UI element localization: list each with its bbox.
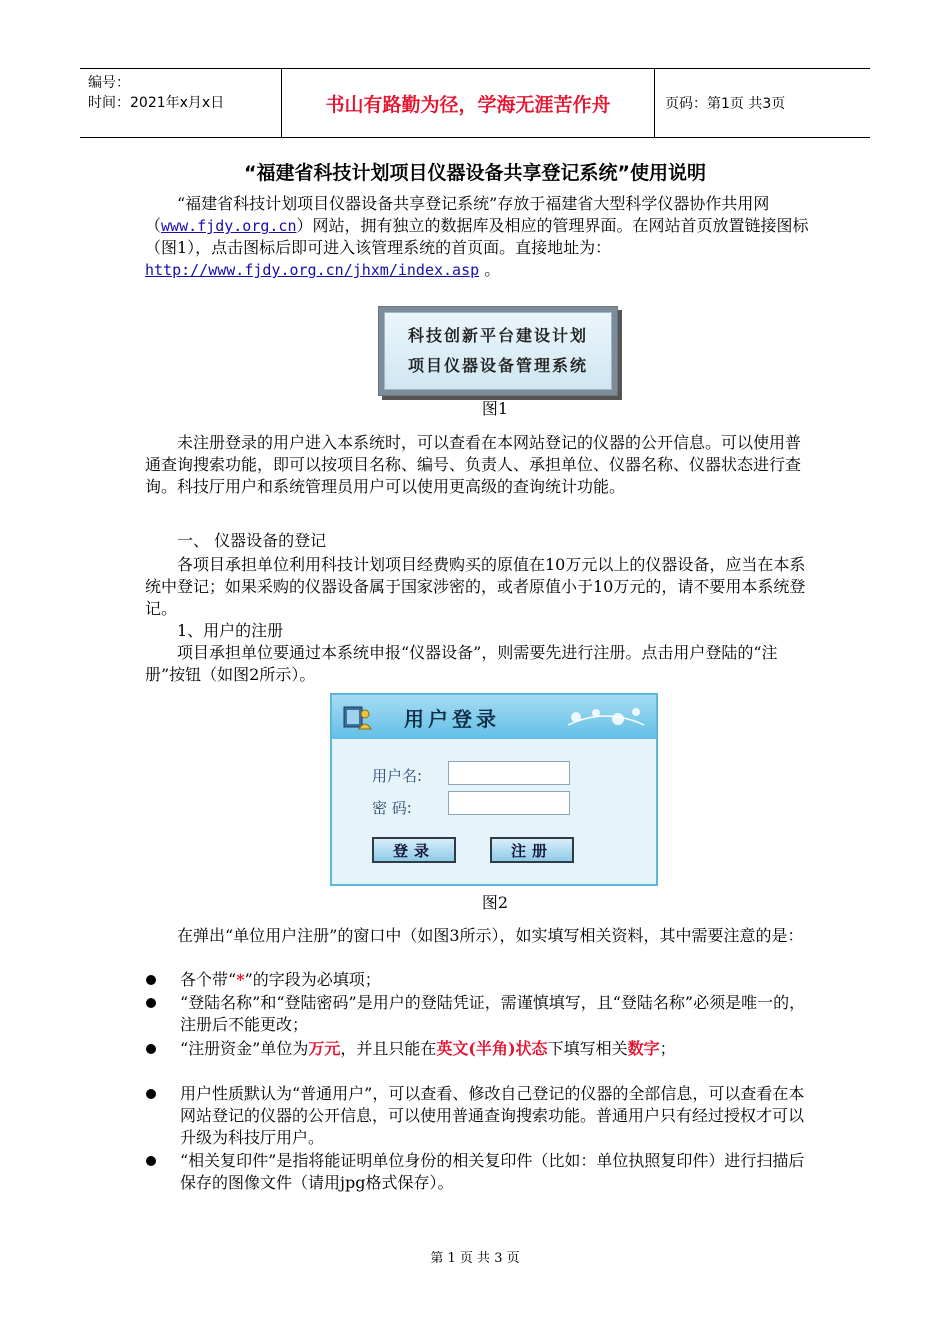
login-button[interactable]: 登录 [372, 837, 456, 863]
bullet-1-text-end: ”的字段为必填项； [244, 970, 381, 989]
figure-1-caption: 图1 [481, 399, 509, 418]
banner-line-1: 科技创新平台建设计划 [407, 326, 588, 345]
bullet-dot [146, 1044, 156, 1054]
digits-note: 数字 [627, 1039, 660, 1058]
english-halfwidth-note: 英文(半角)状态 [436, 1039, 548, 1058]
bullet-1-text: 各个带“ [180, 970, 237, 989]
bullet-3-text-mid: ，并且只能在 [340, 1039, 437, 1058]
banner-line-2: 项目仪器设备管理系统 [407, 356, 588, 375]
login-box-figure [330, 693, 658, 886]
bullet-dot [146, 1089, 156, 1099]
paragraph-3: 各项目承担单位利用科技计划项目经费购买的原值在10万元以上的仪器设备，应当在本系统中登记；如果采购的仪器设备属于国家涉密的，或者原值小于10万元的，请不要用本系统登记。 [145, 555, 806, 618]
paragraph-5: 在弹出“单位用户注册”的窗口中（如图3所示），如实填写相关资料，其中需要注意的是： [177, 926, 804, 945]
login-title-bar [332, 695, 656, 739]
bullet-login-credentials [180, 992, 810, 1036]
bullet-dot [146, 975, 156, 985]
bullet-copies [180, 1150, 810, 1194]
bullet-registered-capital [180, 1038, 810, 1060]
bullet-3-text-mid2: 下填写相关 [547, 1039, 628, 1058]
unit-wan-yuan: 万元 [308, 1039, 341, 1058]
bullet-4-text: 用户性质默认为“普通用户”，可以查看、修改自己登记的仪器的全部信息，可以查看在本网站登记的仪器的公开信息，可以使用普通查询搜索功能。普通用户只有经过授权才可以升级为科技厅用户。 [180, 1084, 805, 1147]
banner-inner [384, 312, 612, 390]
system-link-banner[interactable] [378, 306, 618, 396]
password-input[interactable] [448, 791, 570, 815]
flower-decoration-icon [566, 703, 646, 731]
header-meta [80, 69, 282, 137]
paragraph-4: 项目承担单位要通过本系统申报“仪器设备”，则需要先进行注册。点击用户登陆的“注册”按钮（如图2所示）。 [145, 643, 778, 684]
paragraph-2: 未注册登录的用户进入本系统时，可以查看在本网站登记的仪器的公开信息。可以使用普通查询搜索功能，即可以按项目名称、编号、负责人、承担单位、仪器名称、仪器状态进行查询。科技厅用户和系统管理员用户可以使用更高级的查询统计功能。 [145, 433, 802, 496]
number-label: 编号： [88, 75, 130, 91]
required-star: * [236, 970, 245, 989]
header-page-info: 页码：第1页 共3页 [665, 96, 786, 112]
bullet-user-type [180, 1083, 810, 1149]
figure-2-caption: 图2 [481, 893, 509, 912]
subheading-1: 1、用户的注册 [177, 621, 284, 640]
username-input[interactable] [448, 761, 570, 785]
intro-paragraph [145, 193, 810, 281]
bullet-dot [146, 1156, 156, 1166]
direct-link[interactable]: http://www.fjdy.org.cn/jhxm/index.asp [145, 261, 480, 279]
document-title: “福建省科技计划项目仪器设备共享登记系统”使用说明 [244, 162, 706, 184]
header-table [80, 68, 870, 138]
bullet-3-text: “注册资金”单位为 [180, 1039, 309, 1058]
page-footer: 第 1 页 共 3 页 [430, 1251, 520, 1266]
user-folder-icon [342, 701, 372, 731]
intro-text-1: “福建省科技计划项目仪器设备共享登记系统”存放于福建省大型科学仪器协作共用网（ [145, 194, 770, 235]
password-label: 密 码: [372, 799, 412, 817]
time-label: 时间：2021年x月x日 [88, 95, 225, 111]
intro-text-2: ）网站，拥有独立的数据库及相应的管理界面。在网站首页放置链接图标（图1），点击图标后即可进入该管理系统的首页面。直接地址为： [145, 216, 809, 257]
bullet-3-text-end: ； [659, 1039, 676, 1058]
site-link[interactable]: www.fjdy.org.cn [161, 217, 297, 235]
intro-text-3: 。 [479, 260, 501, 279]
bullet-dot [146, 998, 156, 1008]
section-heading-1: 一、 仪器设备的登记 [177, 531, 327, 550]
bullet-required-fields [180, 969, 810, 991]
header-motto: 书山有路勤为径，学海无涯苦作舟 [282, 69, 655, 137]
bullet-5-text: “相关复印件”是指将能证明单位身份的相关复印件（比如：单位执照复印件）进行扫描后保存的图像文件（请用jpg格式保存）。 [180, 1151, 805, 1192]
login-title: 用户登录 [404, 707, 500, 731]
register-button[interactable]: 注册 [490, 837, 574, 863]
bullet-2-text: “登陆名称”和“登陆密码”是用户的登陆凭证，需谨慎填写，且“登陆名称”必须是唯一的，注册后不能更改； [180, 993, 806, 1034]
username-label: 用户名: [372, 767, 423, 785]
